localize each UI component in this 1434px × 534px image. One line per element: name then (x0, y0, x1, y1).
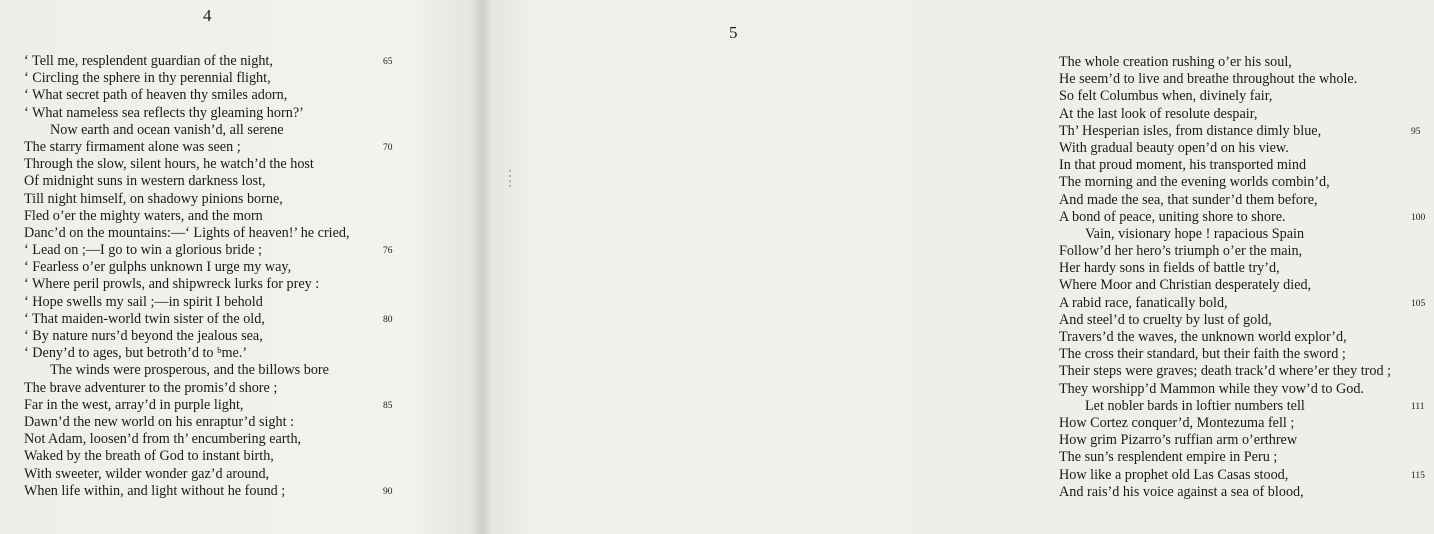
poem-line (24, 105, 404, 122)
poem-line (24, 483, 404, 500)
poem-line (1059, 346, 1434, 363)
poem-line-text: Of midnight suns in western darkness lost, (24, 173, 266, 190)
line-number: 105 (1411, 298, 1426, 309)
poem-line-text: Their steps were graves; death track’d where’er they trod ; (1059, 363, 1392, 380)
poem-line-text: Not Adam, loosen’d from th’ encumbering earth, (24, 431, 302, 448)
line-number: 111 (1411, 401, 1425, 412)
poem-line (24, 156, 404, 173)
poem-line-text: And steel’d to cruelty by lust of gold, (1059, 311, 1272, 328)
poem-line (24, 70, 404, 87)
poem-line-text: When life within, and light without he found ; (24, 482, 286, 499)
poem-line (24, 53, 404, 70)
poem-line-text: Dawn’d the new world on his enraptur’d sight : (24, 413, 295, 430)
poem-line (24, 173, 404, 190)
poem-line (1059, 106, 1434, 123)
poem-line (24, 466, 404, 483)
poem-line-text: ‘ Fearless o’er gulphs unknown I urge my way, (24, 259, 292, 276)
line-number: 95 (1411, 126, 1421, 137)
poem-line-text: And rais’d his voice against a sea of blood, (1059, 483, 1304, 500)
poem-line (24, 208, 404, 225)
poem-line-text: ‘ Hope swells my sail ;—in spirit I behold (24, 293, 263, 310)
poem-line-text: They worshipp’d Mammon while they vow’d to God. (1059, 380, 1364, 397)
poem-line-text: With sweeter, wilder wonder gaz’d around, (24, 465, 270, 482)
poem-line-text: Danc’d on the mountains:—‘ Lights of heaven!’ he cried, (24, 224, 350, 241)
poem-line-text: The cross their standard, but their faith the sword ; (1059, 346, 1346, 363)
poem-line-text: He seem’d to live and breathe throughout the whole. (1059, 71, 1358, 88)
right-page-lines (1059, 54, 1434, 501)
poem-line (1059, 140, 1434, 157)
poem-line (1059, 243, 1434, 260)
poem-line (24, 345, 404, 362)
poem-line-text: Follow’d her hero’s triumph o’er the main, (1059, 243, 1303, 260)
poem-line-text: With gradual beauty open’d on his view. (1059, 139, 1289, 156)
poem-line-text: ‘ Deny’d to ages, but betroth’d to ᵇme.’ (24, 345, 248, 362)
poem-line (24, 414, 404, 431)
poem-line-text: ‘ What secret path of heaven thy smiles adorn, (24, 87, 288, 104)
poem-line (24, 191, 404, 208)
poem-line-text: ‘ Lead on ;—I go to win a glorious bride ; (24, 242, 262, 259)
poem-line (1059, 295, 1434, 312)
poem-line (1059, 157, 1434, 174)
poem-line (1059, 415, 1434, 432)
poem-line (1059, 260, 1434, 277)
poem-line-text: Now earth and ocean vanish’d, all serene (50, 121, 284, 138)
line-number: 65 (383, 57, 393, 67)
poem-line (1059, 398, 1434, 415)
poem-line (1059, 71, 1434, 88)
poem-line (1059, 88, 1434, 105)
line-number: 85 (383, 400, 393, 411)
poem-line-text: ‘ What nameless sea reflects thy gleaming horn?’ (24, 104, 304, 121)
poem-line-text: Travers’d the waves, the unknown world explor’d, (1059, 329, 1347, 345)
poem-line-text: Till night himself, on shadowy pinions borne, (24, 190, 283, 207)
line-number: 70 (383, 142, 393, 153)
line-number: 115 (1411, 470, 1425, 481)
line-number: 100 (1411, 212, 1426, 223)
poem-line (24, 397, 404, 414)
poem-line (1059, 329, 1434, 346)
poem-line (24, 259, 404, 276)
poem-line (1059, 192, 1434, 209)
poem-line-text: Th’ Hesperian isles, from distance dimly blue, (1059, 122, 1322, 139)
poem-line-text: The sun’s resplendent empire in Peru ; (1059, 449, 1278, 466)
poem-line (24, 122, 404, 139)
poem-line (1059, 467, 1434, 484)
poem-line-text: At the last look of resolute despair, (1059, 105, 1258, 122)
poem-line-text: The winds were prosperous, and the billows bore (50, 362, 329, 379)
poem-line-text: Her hardy sons in fields of battle try’d, (1059, 260, 1280, 277)
line-number: 80 (383, 314, 393, 325)
poem-line-text: ‘ That maiden-world twin sister of the old, (24, 310, 265, 327)
poem-line (1059, 54, 1434, 71)
poem-line (1059, 449, 1434, 466)
poem-line (24, 448, 404, 465)
poem-line (1059, 123, 1434, 140)
poem-line-text: ‘ Tell me, resplendent guardian of the night, (24, 53, 273, 69)
poem-line (1059, 209, 1434, 226)
poem-line (24, 311, 404, 328)
line-number: 76 (383, 246, 393, 257)
margin-mark (509, 170, 511, 190)
poem-line (24, 328, 404, 345)
poem-line-text: Where Moor and Christian desperately died, (1059, 277, 1312, 294)
poem-line-text: Far in the west, array’d in purple light, (24, 396, 244, 413)
poem-line-text: Fled o’er the mighty waters, and the morn (24, 207, 263, 224)
poem-line-text: A rabid race, fanatically bold, (1059, 294, 1228, 311)
poem-line-text: Let nobler bards in loftier numbers tell (1085, 397, 1305, 414)
poem-line (24, 225, 404, 242)
poem-line (1059, 312, 1434, 329)
poem-line (24, 431, 404, 448)
poem-line (1059, 484, 1434, 501)
poem-line-text: The whole creation rushing o’er his soul, (1059, 54, 1292, 70)
book-gutter (470, 0, 492, 534)
poem-line (24, 380, 404, 397)
poem-line-text: A bond of peace, uniting shore to shore. (1059, 208, 1286, 225)
left-page-lines (24, 53, 404, 500)
poem-line-text: The morning and the evening worlds combin’d, (1059, 174, 1330, 191)
poem-line (24, 362, 404, 379)
poem-line-text: And made the sea, that sunder’d them before, (1059, 191, 1318, 208)
poem-line-text: How grim Pizarro’s ruffian arm o’erthrew (1059, 432, 1298, 449)
poem-line-text: The starry firmament alone was seen ; (24, 138, 241, 155)
poem-line-text: The brave adventurer to the promis’d shore ; (24, 379, 278, 396)
poem-line-text: Vain, visionary hope ! rapacious Spain (1085, 225, 1305, 242)
poem-line-text: In that proud moment, his transported mind (1059, 157, 1307, 174)
poem-line-text: ‘ Circling the sphere in thy perennial flight, (24, 70, 271, 87)
poem-line (1059, 226, 1434, 243)
poem-line-text: How Cortez conquer’d, Montezuma fell ; (1059, 414, 1295, 431)
line-number: 90 (383, 486, 393, 497)
poem-line (1059, 432, 1434, 449)
left-page-number: 4 (203, 6, 212, 25)
poem-line (1059, 363, 1434, 380)
poem-line-text: ‘ By nature nurs’d beyond the jealous sea, (24, 328, 263, 344)
poem-line-text: How like a prophet old Las Casas stood, (1059, 466, 1289, 483)
poem-line (1059, 174, 1434, 191)
poem-line (1059, 277, 1434, 294)
right-page (478, 0, 1426, 534)
poem-line-text: Through the slow, silent hours, he watch’d the host (24, 156, 314, 173)
poem-line-text: Waked by the breath of God to instant birth, (24, 448, 274, 465)
poem-line (24, 242, 404, 259)
poem-line-text: ‘ Where peril prowls, and shipwreck lurks for prey : (24, 276, 320, 293)
right-page-number: 5 (729, 23, 738, 42)
poem-line (24, 294, 404, 311)
poem-line (24, 276, 404, 293)
poem-line (24, 139, 404, 156)
poem-line (1059, 381, 1434, 398)
poem-line (24, 87, 404, 104)
poem-line-text: So felt Columbus when, divinely fair, (1059, 88, 1273, 105)
left-page (0, 0, 478, 534)
